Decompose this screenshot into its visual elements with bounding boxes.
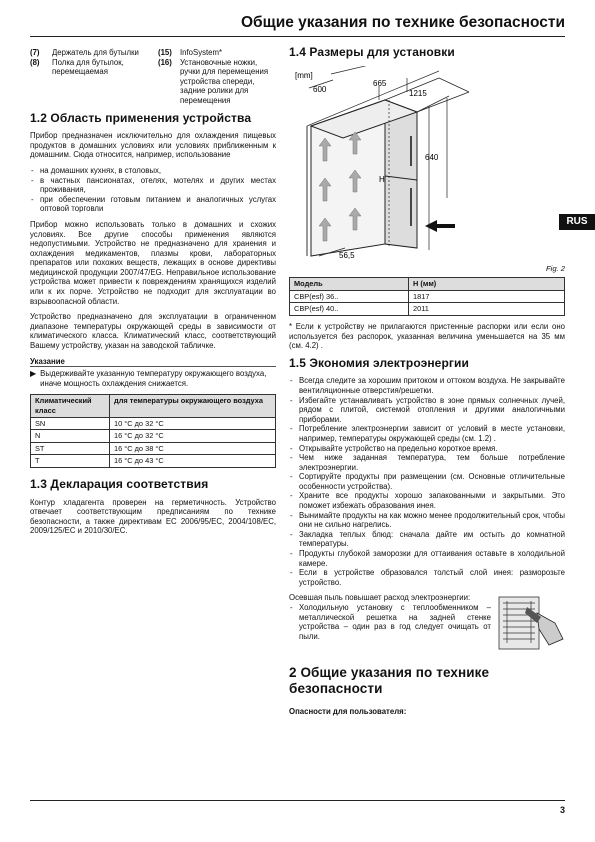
list-item: - Продукты глубокой заморозки для оттаивания оставьте в холодильной камере. (289, 549, 565, 568)
footnote: * Если к устройству не прилагаются пристенные распорки или если оно используется без распорок, указанная величина уменьшается на 35 мм (см. 4.2) . (289, 321, 565, 351)
legend-text: Установочные ножки, ручки для перемещения устройства спереди, задние ролики для перемещения (180, 57, 269, 105)
page-number: 3 (559, 805, 565, 815)
note (30, 366, 276, 388)
table-cell: CBP(esf) 40.. (290, 303, 409, 316)
legend-item (30, 48, 148, 58)
dim-665: 665 (373, 78, 387, 88)
table-header: Модель (290, 278, 409, 291)
paragraph: Прибор предназначен исключительно для охлаждения пищевых продуктов в домашних условиях или условиях приближенным к домашним. Сюда относится, например, использование (30, 131, 276, 160)
cleaning-brush-illustration (497, 593, 565, 651)
list-item: - Избегайте устанавливать устройство в зоне прямых солнечных лучей, рядом с плитой, системой отопления и другими аналогичными приборами. (289, 396, 565, 425)
table-header: для температуры окружающего воздуха (110, 395, 276, 417)
language-tab: RUS (559, 214, 595, 230)
fridge-dimension-drawing (289, 66, 559, 262)
paragraph: Контур хладагента проверен на герметичность. Устройство отвечает соответствующим предписаниям по технике безопасности, а также директивам ЕС 2006/95/EC, 2004/108/EC, 2009/125/EC и 2010/30/EC. (30, 497, 276, 536)
energy-tips-list (289, 376, 565, 587)
note-title: Указание (30, 356, 65, 366)
figure-caption: Fig. 2 (546, 263, 565, 273)
table-cell: ST (31, 442, 110, 455)
table-row (31, 417, 276, 430)
table-cell: 2011 (409, 303, 565, 316)
parts-legend (30, 48, 276, 106)
legend-text: Полка для бутылок, перемещаемая (52, 57, 124, 77)
list-item: - Всегда следите за хорошим притоком и оттоком воздуха. Не закрывайте вентиляционные отверстия/решетки. (289, 376, 565, 395)
table-row (31, 442, 276, 455)
paragraph: Прибор можно использовать только в домашних и схожих условиях. Все другие способы применения являются недопустимыми. Устройство не предназначено для хранения и охлаждения медикаментов, плазмы крови, лабораторных препаратов или похожих веществ, лежащих в основе директивы медицинской продукции 2007/47/EG. Неправильное использование устройства может привести к повреждениям хранящихся изделий или к их порче. Устройство не подходит для эксплуатации во взрывоопасной области. (30, 219, 276, 306)
list-item: - Чем ниже заданная температура, тем больше потребление электроэнергии. (289, 453, 565, 472)
legend-text: Держатель для бутылки (52, 48, 139, 57)
table-row (290, 290, 565, 303)
table-cell: 10 °C до 32 °C (110, 417, 276, 430)
legend-item (158, 58, 276, 106)
list-item: - Храните все продукты хорошо запакованными и закрытыми. Это поможет избежать образования инея. (289, 491, 565, 510)
header-title: Общие указания по технике безопасности (240, 14, 565, 31)
list-item: - на домашних кухнях, в столовых, (30, 166, 276, 176)
list-item: - Сортируйте продукты при размещении (см. Основные отличительные особенности устройства). (289, 472, 565, 491)
unit-label: [mm] (295, 70, 313, 80)
section-title-1-4: 1.4 Размеры для установки (289, 45, 455, 59)
page-header (30, 14, 565, 36)
dim-1215: 1215 (409, 88, 427, 98)
section-title-2: 2 Общие указания по технике безопасности (289, 665, 490, 697)
dust-text (289, 593, 491, 651)
table-header-row (290, 278, 565, 291)
legend-num: (8) (30, 57, 40, 67)
legend-left (30, 48, 148, 106)
dim-56-5: 56,5 (339, 250, 355, 260)
table-cell: N (31, 430, 110, 443)
list-item: - в частных пансионатах, отелях, мотелях и других местах проживания, (30, 176, 276, 195)
table-row (31, 430, 276, 443)
arrow-right-icon: ▶ (30, 369, 37, 379)
table-header: H (мм) (409, 278, 565, 291)
paragraph: Устройство предназначено для эксплуатации в ограниченном диапазоне температуры окружающей среды в зависимости от климатического класса. Климатический класс, соответствующий Вашему устройству, указан на заводской табличке. (30, 312, 276, 351)
dust-list (289, 603, 491, 641)
list-item: - Вынимайте продукты на как можно менее продолжительный срок, чтобы они не сильно нагрелись. (289, 511, 565, 530)
dim-height: H (379, 174, 385, 184)
legend-right (158, 48, 276, 106)
section-title-1-3: 1.3 Декларация соответствия (30, 476, 209, 491)
section-title-1-5: 1.5 Экономия электроэнергии (289, 355, 469, 370)
list-item: - Открывайте устройство на предельно короткое время. (289, 444, 565, 454)
note-text: Выдерживайте указанную температуру окружающего воздуха, иначе мощность охлаждения снижается. (40, 369, 267, 388)
legend-num: (16) (158, 57, 172, 67)
table-row (31, 455, 276, 468)
dim-640: 640 (425, 152, 439, 162)
table-cell: T (31, 455, 110, 468)
usage-list (30, 166, 276, 214)
table-cell: 1817 (409, 290, 565, 303)
table-header: Климатический класс (31, 395, 110, 417)
table-cell: 16 °C до 43 °C (110, 455, 276, 468)
climate-class-table (30, 394, 276, 468)
left-column (30, 48, 276, 542)
table-header-row (31, 395, 276, 417)
table-cell: 16 °C до 38 °C (110, 442, 276, 455)
list-item: - Потребление электроэнергии зависит от условий в месте установки, например, температуры окружающей среды (см. 1.2) . (289, 424, 565, 443)
list-item: - Холодильную установку с теплообменником – металлической решетка на задней стенке устройства – один раз в год следует очищать от пыли. (289, 603, 491, 641)
installation-dimensions-figure (289, 66, 559, 262)
table-row (290, 303, 565, 316)
table-cell: 16 °C до 32 °C (110, 430, 276, 443)
legend-num: (7) (30, 48, 40, 57)
table-cell: CBP(esf) 36.. (290, 290, 409, 303)
legend-text: InfoSystem* (180, 48, 223, 57)
dust-intro: Осевшая пыль повышает расход электроэнергии: (289, 593, 471, 603)
list-item: - при обеспечении готовым питанием и аналогичных услугах оптовой торговли (30, 195, 276, 214)
right-column (289, 45, 565, 717)
section-title-1-2: 1.2 Область применения устройства (30, 110, 252, 125)
dust-cleaning-block (289, 593, 565, 651)
dim-600: 600 (313, 84, 327, 94)
model-height-table (289, 277, 565, 316)
table-cell: SN (31, 417, 110, 430)
legend-item (158, 48, 276, 58)
legend-item (30, 58, 148, 77)
footer-rule (30, 800, 565, 801)
legend-num: (15) (158, 48, 172, 57)
header-rule (30, 36, 565, 37)
subsection-title: Опасности для пользователя: (289, 707, 407, 717)
list-item: - Закладка теплых блюд: сначала дайте им остыть до комнатной температуры. (289, 530, 565, 549)
list-item: - Если в устройстве образовался толстый слой инея: разморозьте устройство. (289, 568, 565, 587)
